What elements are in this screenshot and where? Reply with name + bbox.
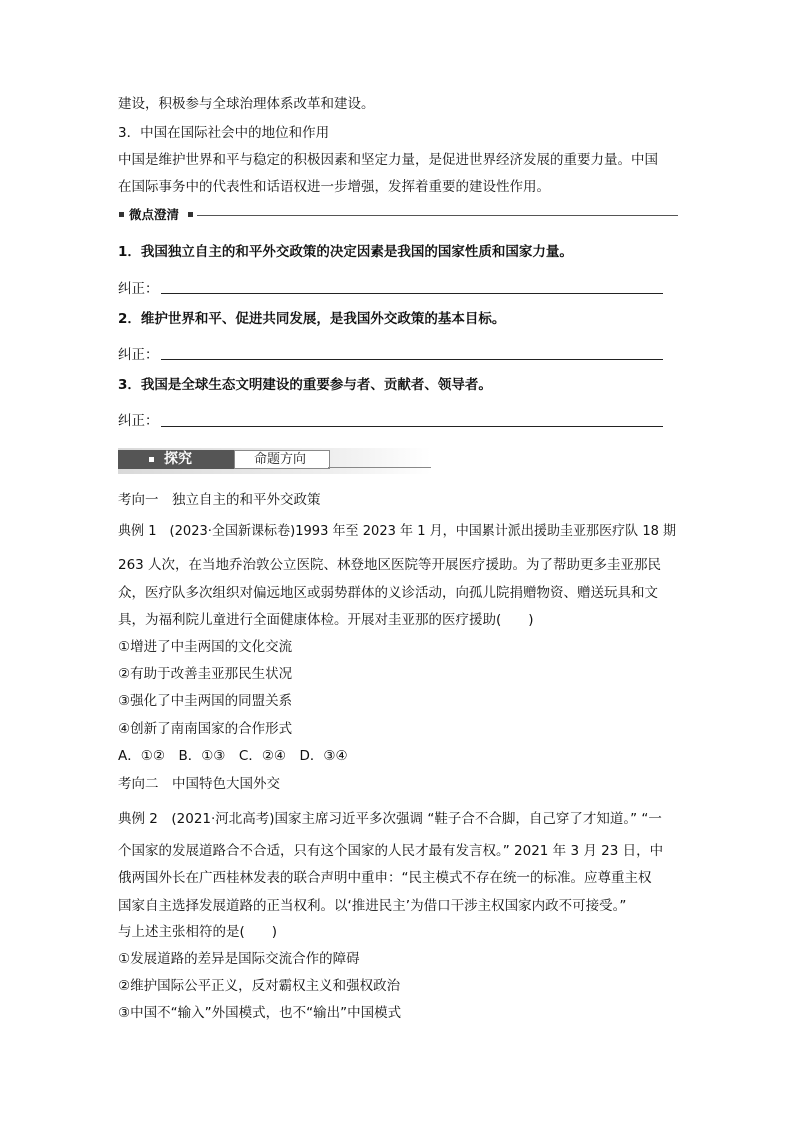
example-1-line: 典例 1 (2023·全国新课标卷)1993 年至 2023 年 1 月，中国累计派出援助圭亚那医疗队 18 期: [118, 523, 677, 539]
text-line: 中国是维护世界和平与稳定的积极因素和坚定力量，是促进世界经济发展的重要力量。中国: [118, 152, 658, 168]
correction-answer-line-2[interactable]: [161, 359, 663, 360]
text-line: 在国际事务中的代表性和话语权进一步增强，发挥着重要的建设性作用。: [118, 179, 550, 195]
example-1-line: 263 人次，在当地乔治敦公立医院、林登地区医院等开展医疗援助。为了帮助更多圭亚那民: [118, 557, 662, 573]
option-3[interactable]: ③强化了中圭两国的同盟关系: [118, 693, 293, 709]
correction-answer-line-1[interactable]: [161, 293, 663, 294]
example-1-line: 众，医疗队多次组织对偏远地区或弱势群体的义诊活动，向孤儿院捐赠物资、赠送玩具和文: [118, 585, 658, 601]
weidian-label: 微点澄清: [129, 207, 180, 222]
option-1[interactable]: ①发展道路的差异是国际交流合作的障碍: [118, 951, 360, 967]
example-1-line: 具，为福利院儿童进行全面健康体检。开展对圭亚那的医疗援助( ): [118, 612, 534, 628]
example-2-line: 个国家的发展道路合不合适，只有这个国家的人民才最有发言权。” 2021 年 3 月 23 日，中: [118, 843, 664, 859]
banner-tab: [234, 450, 330, 469]
topic-heading-1: 考向一 独立自主的和平外交政策: [118, 492, 321, 508]
example-2-line: 国家自主选择发展道路的正当权利。以‘推进民主’为借口干涉主权国家内政不可接受。”: [118, 898, 627, 914]
divider-rule: [197, 215, 678, 216]
example-2-line: 与上述主张相符的是( ): [118, 924, 278, 940]
square-bullet-icon: [188, 212, 193, 217]
text-line: 建设，积极参与全球治理体系改革和建设。: [118, 96, 375, 112]
answer-choices[interactable]: A．①② B．①③ C．②④ D．③④: [118, 748, 348, 764]
correction-label: 纠正：: [118, 413, 159, 429]
weidian-divider: [118, 207, 678, 223]
square-bullet-icon: [119, 212, 124, 217]
banner-tab-label: 命题方向: [254, 452, 307, 467]
option-3[interactable]: ③中国不“输入”外国模式，也不“输出”中国模式: [118, 1005, 402, 1021]
clarify-statement-1: 1．我国独立自主的和平外交政策的决定因素是我国的国家性质和国家力量。: [118, 244, 573, 260]
option-4[interactable]: ④创新了南南国家的合作形式: [118, 721, 293, 737]
option-1[interactable]: ①增进了中圭两国的文化交流: [118, 639, 293, 655]
correction-label: 纠正：: [118, 347, 159, 363]
banner-underline: [328, 467, 431, 468]
topic-heading-2: 考向二 中国特色大国外交: [118, 776, 280, 792]
square-bullet-icon: [149, 457, 154, 462]
example-2-line: 俄两国外长在广西桂林发表的联合声明中重申：“民主模式不存在统一的标准。应尊重主权: [118, 870, 652, 886]
correction-label: 纠正：: [118, 281, 159, 297]
explore-banner: [118, 448, 431, 474]
option-2[interactable]: ②有助于改善圭亚那民生状况: [118, 666, 293, 682]
clarify-statement-2: 2．维护世界和平、促进共同发展，是我国外交政策的基本目标。: [118, 311, 506, 327]
correction-answer-line-3[interactable]: [161, 426, 663, 427]
banner-title-block: [118, 450, 234, 469]
banner-title: 探究: [164, 451, 192, 467]
option-2[interactable]: ②维护国际公平正义，反对霸权主义和强权政治: [118, 978, 401, 994]
section-heading: 3．中国在国际社会中的地位和作用: [118, 125, 330, 141]
clarify-statement-3: 3．我国是全球生态文明建设的重要参与者、贡献者、领导者。: [118, 377, 492, 393]
example-2-line: 典例 2 (2021·河北高考)国家主席习近平多次强调 “鞋子合不合脚，自己穿了才知道。” “一: [118, 811, 662, 827]
